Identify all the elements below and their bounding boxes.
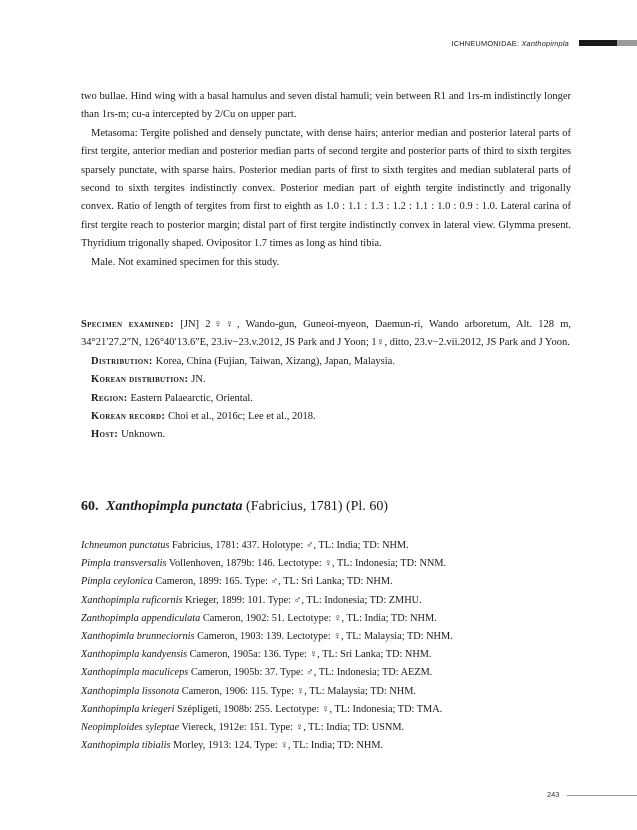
synonym-citation: Vollenhoven, 1879b: 146. Lectotype: ♀, TL: Indonesia; TD: NNM. (166, 558, 447, 570)
synonym-entry (81, 701, 581, 719)
specimen-label: Specimen examined (81, 319, 171, 330)
page-number-rule (567, 795, 637, 796)
korean-record: Korean record: Choi et al., 2016c; Lee et al., 2018. (91, 411, 316, 423)
synonym-citation: Morley, 1913: 124. Type: ♀, TL: India; TD: NHM. (170, 740, 384, 752)
species-heading (81, 499, 388, 515)
paragraph-male: Male. Not examined specimen for this study. (91, 256, 280, 268)
region-label: Region (91, 392, 124, 404)
synonym-entry (81, 664, 581, 682)
synonym-citation: Viereck, 1912e: 151. Type: ♀, TL: India; TD: USNM. (179, 722, 405, 734)
synonym-citation: Fabricius, 1781: 437. Holotype: ♂, TL: India; TD: NHM. (169, 540, 409, 551)
synonym-citation: Cameron, 1902: 51. Lectotype: ♀, TL: India; TD: NHM. (200, 612, 437, 624)
running-head-text (451, 39, 569, 48)
running-head (451, 37, 637, 49)
korean-distribution-text: JN. (191, 374, 206, 386)
synonym-name: Pimpla ceylonica (81, 576, 153, 588)
synonym-entry (81, 537, 581, 555)
species-number: 60. (81, 499, 99, 514)
synonym-citation: Cameron, 1903: 139. Lectotype: ♀, TL: Malaysia; TD: NHM. (194, 631, 453, 643)
running-head-bar-tab (617, 40, 637, 46)
running-head-family: ICHNEUMONIDAE: (451, 38, 520, 48)
korean-distribution-label: Korean distribution (91, 374, 185, 386)
synonym-name: Zanthopimpla appendiculata (81, 612, 201, 624)
species-name: Xanthopimpla punctata (106, 499, 243, 514)
region: Region: Eastern Palaearctic, Oriental. (91, 392, 253, 404)
synonym-name: Xanthopimla brunneciornis (81, 631, 195, 643)
host: Host: Unknown. (91, 429, 166, 441)
running-head-bar (579, 40, 617, 46)
synonym-entry (81, 628, 581, 646)
synonym-entry (81, 573, 581, 591)
korean-record-text: Choi et al., 2016c; Lee et al., 2018. (168, 411, 316, 423)
synonym-entry (81, 683, 581, 701)
synonym-citation: Cameron, 1905a: 136. Type: ♀, TL: Sri Lanka; TD: NHM. (187, 649, 432, 661)
korean-distribution: Korean distribution: JN. (91, 374, 206, 386)
synonym-citation: Cameron, 1899: 165. Type: ♂, TL: Sri Lanka; TD: NHM. (152, 576, 393, 588)
synonym-entry (81, 646, 581, 664)
synonym-name: Pimpla transversalis (81, 558, 167, 570)
synonym-name: Xanthopimpla maculiceps (81, 667, 189, 679)
synonym-citation: Szépligeti, 1908b: 255. Lectotype: ♀, TL: Indonesia; TD: TMA. (174, 703, 443, 715)
synonym-list (81, 537, 581, 755)
region-text: Eastern Palaearctic, Oriental. (130, 392, 253, 404)
synonym-name: Ichneumon punctatus (81, 540, 170, 551)
synonym-entry (81, 719, 581, 737)
specimen-section (81, 316, 571, 445)
distribution: Distribution: Korea, China (Fujian, Taiwan, Xizang), Japan, Malaysia. (91, 355, 395, 367)
paragraph-metasoma: Metasoma: Tergite polished and densely punctate, with dense hairs; anterior median and posterior lateral parts of first tergite, anterior median and posterior median parts of second tergite and posterior parts of third to sixth tergites sparsely punctate, with sparse hairs. Posterior median parts of first to sixth tergites and median sublateral parts of second to sixth tergites indistinctly convex. Posterior median part of eighth tergite indistinctly and trigonally convex. Ratio of length of tergites from first to eighth as 1.0 : 1.1 : 1.3 : 1.2 : 1.1 : 1.0 : 0.9 : 1.0. Lateral carina of first tergite reach to posterior margin; distal part of first tergite indistinctly convex in lateral view. Glymma present. Thyridium trigonally shaped. Ovipositor 1.7 times as long as hind tibia. (81, 127, 571, 250)
synonym-name: Xanthopimpla tibialis (81, 740, 171, 752)
synonym-name: Neopimploides syleptae (81, 722, 180, 734)
synonym-name: Xanthopimpla lissonota (81, 685, 180, 697)
paragraph-wing: two bullae. Hind wing with a basal hamulus and seven distal hamuli; vein between R1 and 1rs-m indistinctly longer than 1rs-m; cu-a intercepted by 2/Cu on upper part. (81, 91, 571, 121)
distribution-text: Korea, China (Fujian, Taiwan, Xizang), Japan, Malaysia. (155, 355, 395, 367)
running-head-genus: Xanthopimpla (521, 38, 569, 48)
host-label: Host (91, 429, 115, 441)
synonym-entry (81, 592, 581, 610)
specimen-examined: Specimen examined: [JN] 2♀♀, Wando-gun, Guneoi-myeon, Daemun-ri, Wando arboretum, Alt. 128 m, 34°21′27.2″N, 126°40′13.6″E, 23.iv−23.v.2012, JS Park and J Yoon; 1♀, ditto, 23.v−2.vii.2012, JS Park and J Yoon. (81, 319, 571, 349)
synonym-name: Xanthopimpla kriegeri (81, 703, 175, 715)
description-text (81, 88, 571, 272)
synonym-entry (81, 610, 581, 628)
specimen-text: [JN] 2♀♀, Wando-gun, Guneoi-myeon, Daemun-ri, Wando arboretum, Alt. 128 m, 34°21′27.2″N, 126°40′13.6″E, 23.iv−23.v.2012, JS Park and J Yoon; 1♀, ditto, 23.v−2.vii.2012, JS Park and J Yoon. (81, 319, 571, 349)
species-plate: (Pl. 60) (342, 499, 388, 514)
synonym-citation: Cameron, 1906: 115. Type: ♀, TL: Malaysia; TD: NHM. (179, 685, 416, 697)
synonym-name: Xanthopimpla ruficornis (81, 594, 183, 606)
species-author: (Fabricius, 1781) (242, 499, 343, 514)
synonym-entry (81, 737, 581, 755)
distribution-label: Distribution (91, 355, 149, 367)
synonym-citation: Cameron, 1905b: 37. Type: ♂, TL: Indonesia; TD: AEZM. (188, 667, 433, 679)
synonym-entry (81, 555, 581, 573)
synonym-citation: Krieger, 1899: 101. Type: ♂, TL: Indonesia; TD: ZMHU. (182, 594, 422, 606)
korean-record-label: Korean record (91, 411, 162, 423)
host-text: Unknown. (121, 429, 166, 441)
page-number: 243 (547, 790, 560, 799)
synonym-name: Xanthopimpla kandyensis (81, 649, 188, 661)
